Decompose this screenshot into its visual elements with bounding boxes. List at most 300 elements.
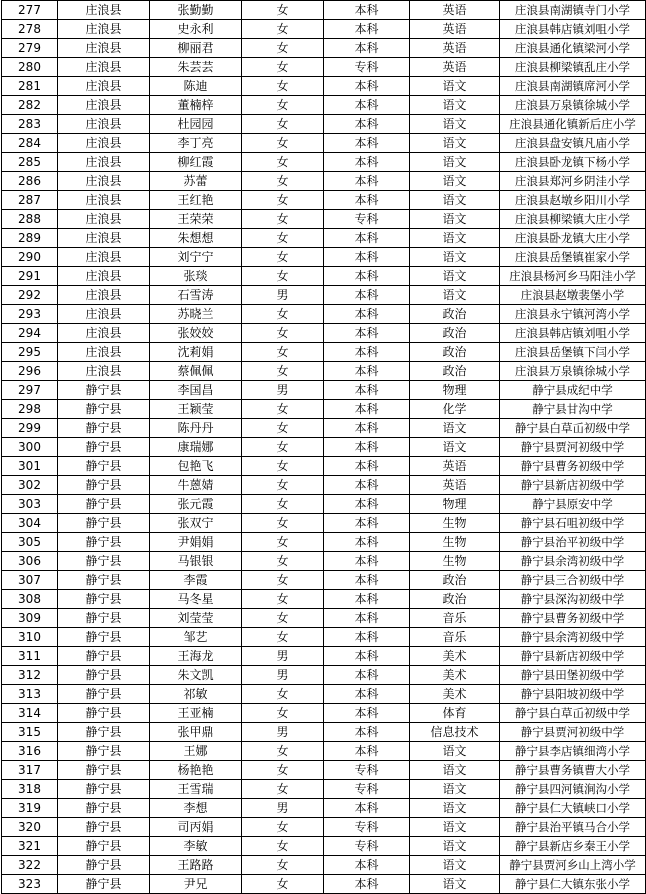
table-row [2,571,646,590]
gender-cell: 男 [242,666,324,685]
county-cell: 静宁县 [58,533,150,552]
name-cell: 董楠梓 [150,96,242,115]
gender-cell: 女 [242,875,324,894]
school-cell: 庄浪县万泉镇徐城小学 [500,362,646,381]
subject-cell: 物理 [410,495,500,514]
gender-cell: 女 [242,343,324,362]
degree-cell: 专科 [324,818,410,837]
subject-cell: 英语 [410,457,500,476]
gender-cell: 女 [242,324,324,343]
gender-cell: 女 [242,20,324,39]
row-number-cell: 300 [2,438,58,457]
table-row [2,761,646,780]
degree-cell: 本科 [324,400,410,419]
gender-cell: 女 [242,115,324,134]
county-cell: 静宁县 [58,647,150,666]
county-cell: 静宁县 [58,856,150,875]
name-cell: 祁敏 [150,685,242,704]
county-cell: 庄浪县 [58,324,150,343]
gender-cell: 女 [242,552,324,571]
name-cell: 杜园园 [150,115,242,134]
county-cell: 庄浪县 [58,362,150,381]
gender-cell: 女 [242,571,324,590]
county-cell: 静宁县 [58,761,150,780]
table-row [2,343,646,362]
row-number-cell: 312 [2,666,58,685]
county-cell: 静宁县 [58,438,150,457]
table-row [2,324,646,343]
table-row [2,77,646,96]
table-row [2,514,646,533]
school-cell: 庄浪县卧龙镇下杨小学 [500,153,646,172]
row-number-cell: 309 [2,609,58,628]
row-number-cell: 320 [2,818,58,837]
gender-cell: 女 [242,419,324,438]
school-cell: 庄浪县赵墩裴堡小学 [500,286,646,305]
subject-cell: 政治 [410,362,500,381]
county-cell: 庄浪县 [58,172,150,191]
table-row [2,96,646,115]
gender-cell: 女 [242,514,324,533]
school-cell: 庄浪县盘安镇凡庙小学 [500,134,646,153]
degree-cell: 专科 [324,761,410,780]
table-row [2,533,646,552]
row-number-cell: 306 [2,552,58,571]
subject-cell: 语文 [410,134,500,153]
school-cell: 庄浪县韩店镇刘咀小学 [500,20,646,39]
subject-cell: 语文 [410,780,500,799]
degree-cell: 本科 [324,134,410,153]
row-number-cell: 305 [2,533,58,552]
degree-cell: 本科 [324,875,410,894]
row-number-cell: 321 [2,837,58,856]
name-cell: 朱想想 [150,229,242,248]
degree-cell: 本科 [324,305,410,324]
degree-cell: 本科 [324,229,410,248]
table-row [2,780,646,799]
subject-cell: 英语 [410,39,500,58]
row-number-cell: 318 [2,780,58,799]
county-cell: 庄浪县 [58,115,150,134]
gender-cell: 女 [242,77,324,96]
name-cell: 苏蕾 [150,172,242,191]
name-cell: 张甲鼎 [150,723,242,742]
degree-cell: 本科 [324,723,410,742]
school-cell: 静宁县曹务初级中学 [500,609,646,628]
school-cell: 静宁县李店镇细湾小学 [500,742,646,761]
school-cell: 静宁县治平初级中学 [500,533,646,552]
school-cell: 静宁县新店初级中学 [500,647,646,666]
table-row [2,856,646,875]
name-cell: 刘宁宁 [150,248,242,267]
name-cell: 牛蒽婧 [150,476,242,495]
row-number-cell: 298 [2,400,58,419]
name-cell: 张勤勤 [150,1,242,20]
school-cell: 静宁县曹务镇曹大小学 [500,761,646,780]
school-cell: 庄浪县郑河乡阴洼小学 [500,172,646,191]
name-cell: 李国昌 [150,381,242,400]
row-number-cell: 303 [2,495,58,514]
gender-cell: 女 [242,685,324,704]
school-cell: 静宁县治平镇马合小学 [500,818,646,837]
degree-cell: 本科 [324,609,410,628]
subject-cell: 语文 [410,229,500,248]
table-row [2,552,646,571]
gender-cell: 女 [242,704,324,723]
school-cell: 静宁县余湾初级中学 [500,552,646,571]
degree-cell: 本科 [324,115,410,134]
subject-cell: 化学 [410,400,500,419]
gender-cell: 女 [242,39,324,58]
degree-cell: 本科 [324,685,410,704]
subject-cell: 语文 [410,419,500,438]
subject-cell: 语文 [410,267,500,286]
subject-cell: 英语 [410,20,500,39]
degree-cell: 本科 [324,381,410,400]
school-cell: 静宁县阳坡初级中学 [500,685,646,704]
row-number-cell: 322 [2,856,58,875]
county-cell: 静宁县 [58,457,150,476]
degree-cell: 本科 [324,799,410,818]
subject-cell: 语文 [410,210,500,229]
name-cell: 张双宁 [150,514,242,533]
county-cell: 静宁县 [58,628,150,647]
row-number-cell: 301 [2,457,58,476]
table-row [2,381,646,400]
county-cell: 静宁县 [58,495,150,514]
school-cell: 静宁县贾河初级中学 [500,438,646,457]
school-cell: 静宁县仁大镇东张小学 [500,875,646,894]
gender-cell: 男 [242,381,324,400]
gender-cell: 女 [242,761,324,780]
county-cell: 庄浪县 [58,134,150,153]
table-row [2,400,646,419]
county-cell: 静宁县 [58,571,150,590]
table-row [2,837,646,856]
school-cell: 静宁县白草屲初级中学 [500,704,646,723]
name-cell: 包艳飞 [150,457,242,476]
table-row [2,799,646,818]
name-cell: 王红艳 [150,191,242,210]
subject-cell: 语文 [410,77,500,96]
row-number-cell: 316 [2,742,58,761]
county-cell: 静宁县 [58,514,150,533]
gender-cell: 男 [242,286,324,305]
county-cell: 庄浪县 [58,58,150,77]
county-cell: 静宁县 [58,837,150,856]
name-cell: 王娜 [150,742,242,761]
subject-cell: 音乐 [410,628,500,647]
name-cell: 陈丹丹 [150,419,242,438]
table-row [2,628,646,647]
table-row [2,818,646,837]
gender-cell: 女 [242,96,324,115]
table-row [2,267,646,286]
degree-cell: 本科 [324,533,410,552]
school-cell: 静宁县田堡初级中学 [500,666,646,685]
degree-cell: 本科 [324,647,410,666]
row-number-cell: 311 [2,647,58,666]
row-number-cell: 293 [2,305,58,324]
row-number-cell: 281 [2,77,58,96]
name-cell: 王颖莹 [150,400,242,419]
county-cell: 静宁县 [58,666,150,685]
school-cell: 庄浪县赵墩乡阳川小学 [500,191,646,210]
school-cell: 静宁县石咀初级中学 [500,514,646,533]
table-row [2,20,646,39]
school-cell: 庄浪县永宁镇河湾小学 [500,305,646,324]
degree-cell: 专科 [324,58,410,77]
row-number-cell: 284 [2,134,58,153]
table-row [2,305,646,324]
row-number-cell: 314 [2,704,58,723]
row-number-cell: 315 [2,723,58,742]
subject-cell: 语文 [410,837,500,856]
degree-cell: 本科 [324,419,410,438]
gender-cell: 女 [242,609,324,628]
table-row [2,58,646,77]
row-number-cell: 299 [2,419,58,438]
county-cell: 静宁县 [58,552,150,571]
degree-cell: 本科 [324,153,410,172]
county-cell: 静宁县 [58,799,150,818]
subject-cell: 物理 [410,381,500,400]
gender-cell: 女 [242,457,324,476]
subject-cell: 语文 [410,286,500,305]
table-row [2,39,646,58]
row-number-cell: 289 [2,229,58,248]
table-row [2,419,646,438]
row-number-cell: 291 [2,267,58,286]
county-cell: 静宁县 [58,780,150,799]
school-cell: 庄浪县通化镇梁河小学 [500,39,646,58]
row-number-cell: 280 [2,58,58,77]
table-row [2,590,646,609]
school-cell: 静宁县甘沟中学 [500,400,646,419]
name-cell: 邹艺 [150,628,242,647]
county-cell: 庄浪县 [58,191,150,210]
gender-cell: 女 [242,210,324,229]
row-number-cell: 279 [2,39,58,58]
gender-cell: 女 [242,780,324,799]
school-cell: 庄浪县南湖镇席河小学 [500,77,646,96]
school-cell: 静宁县白草屲初级中学 [500,419,646,438]
school-cell: 静宁县原安中学 [500,495,646,514]
row-number-cell: 292 [2,286,58,305]
name-cell: 马冬星 [150,590,242,609]
table-row [2,210,646,229]
gender-cell: 女 [242,134,324,153]
gender-cell: 女 [242,495,324,514]
subject-cell: 音乐 [410,609,500,628]
row-number-cell: 286 [2,172,58,191]
row-number-cell: 310 [2,628,58,647]
school-cell: 庄浪县岳堡镇崔家小学 [500,248,646,267]
row-number-cell: 290 [2,248,58,267]
school-cell: 庄浪县通化镇新后庄小学 [500,115,646,134]
subject-cell: 英语 [410,476,500,495]
gender-cell: 男 [242,723,324,742]
name-cell: 朱文凯 [150,666,242,685]
table-row [2,286,646,305]
name-cell: 尹娟娟 [150,533,242,552]
gender-cell: 女 [242,248,324,267]
degree-cell: 本科 [324,514,410,533]
degree-cell: 本科 [324,571,410,590]
subject-cell: 语文 [410,761,500,780]
county-cell: 静宁县 [58,723,150,742]
gender-cell: 女 [242,818,324,837]
school-cell: 庄浪县万泉镇徐城小学 [500,96,646,115]
degree-cell: 本科 [324,172,410,191]
school-cell: 庄浪县杨河乡马阳洼小学 [500,267,646,286]
subject-cell: 美术 [410,685,500,704]
subject-cell: 语文 [410,799,500,818]
county-cell: 庄浪县 [58,1,150,20]
degree-cell: 本科 [324,590,410,609]
degree-cell: 本科 [324,457,410,476]
table-row [2,115,646,134]
degree-cell: 本科 [324,704,410,723]
name-cell: 王荣荣 [150,210,242,229]
gender-cell: 女 [242,742,324,761]
row-number-cell: 282 [2,96,58,115]
subject-cell: 美术 [410,647,500,666]
degree-cell: 专科 [324,837,410,856]
row-number-cell: 304 [2,514,58,533]
table-row [2,685,646,704]
table-row [2,172,646,191]
table-row [2,191,646,210]
county-cell: 静宁县 [58,419,150,438]
school-cell: 静宁县新店初级中学 [500,476,646,495]
county-cell: 庄浪县 [58,343,150,362]
school-cell: 庄浪县韩店镇刘咀小学 [500,324,646,343]
county-cell: 庄浪县 [58,153,150,172]
subject-cell: 语文 [410,856,500,875]
table-row [2,647,646,666]
row-number-cell: 277 [2,1,58,20]
subject-cell: 语文 [410,115,500,134]
subject-cell: 语文 [410,438,500,457]
name-cell: 史永利 [150,20,242,39]
row-number-cell: 287 [2,191,58,210]
name-cell: 张姣姣 [150,324,242,343]
county-cell: 庄浪县 [58,20,150,39]
gender-cell: 女 [242,172,324,191]
school-cell: 庄浪县柳梁镇大庄小学 [500,210,646,229]
county-cell: 静宁县 [58,609,150,628]
subject-cell: 政治 [410,305,500,324]
degree-cell: 本科 [324,628,410,647]
row-number-cell: 283 [2,115,58,134]
degree-cell: 本科 [324,742,410,761]
subject-cell: 美术 [410,666,500,685]
name-cell: 李霞 [150,571,242,590]
table-row [2,134,646,153]
row-number-cell: 297 [2,381,58,400]
degree-cell: 专科 [324,780,410,799]
table-row [2,153,646,172]
name-cell: 马银银 [150,552,242,571]
gender-cell: 女 [242,476,324,495]
school-cell: 庄浪县岳堡镇下闫小学 [500,343,646,362]
degree-cell: 本科 [324,96,410,115]
subject-cell: 生物 [410,533,500,552]
name-cell: 朱芸芸 [150,58,242,77]
row-number-cell: 294 [2,324,58,343]
school-cell: 庄浪县柳梁镇乱庄小学 [500,58,646,77]
school-cell: 静宁县成纪中学 [500,381,646,400]
subject-cell: 语文 [410,248,500,267]
county-cell: 静宁县 [58,875,150,894]
degree-cell: 本科 [324,343,410,362]
table-row [2,723,646,742]
table-row [2,362,646,381]
degree-cell: 本科 [324,476,410,495]
subject-cell: 政治 [410,590,500,609]
name-cell: 刘莹莹 [150,609,242,628]
table-row [2,248,646,267]
school-cell: 静宁县仁大镇峡口小学 [500,799,646,818]
gender-cell: 女 [242,533,324,552]
table-row [2,457,646,476]
county-cell: 静宁县 [58,704,150,723]
table-row [2,438,646,457]
name-cell: 李敏 [150,837,242,856]
gender-cell: 女 [242,229,324,248]
degree-cell: 本科 [324,286,410,305]
name-cell: 王亚楠 [150,704,242,723]
table-row [2,742,646,761]
row-number-cell: 317 [2,761,58,780]
name-cell: 李想 [150,799,242,818]
name-cell: 陈迪 [150,77,242,96]
gender-cell: 男 [242,647,324,666]
county-cell: 庄浪县 [58,96,150,115]
degree-cell: 本科 [324,856,410,875]
subject-cell: 语文 [410,191,500,210]
degree-cell: 本科 [324,324,410,343]
gender-cell: 女 [242,58,324,77]
gender-cell: 女 [242,153,324,172]
gender-cell: 女 [242,267,324,286]
county-cell: 静宁县 [58,476,150,495]
table-row [2,666,646,685]
name-cell: 尹兄 [150,875,242,894]
subject-cell: 英语 [410,58,500,77]
county-cell: 静宁县 [58,685,150,704]
subject-cell: 英语 [410,1,500,20]
county-cell: 静宁县 [58,400,150,419]
county-cell: 静宁县 [58,818,150,837]
subject-cell: 语文 [410,742,500,761]
school-cell: 庄浪县卧龙镇大庄小学 [500,229,646,248]
name-cell: 杨艳艳 [150,761,242,780]
table-row [2,1,646,20]
gender-cell: 女 [242,305,324,324]
school-cell: 静宁县三合初级中学 [500,571,646,590]
name-cell: 张琰 [150,267,242,286]
gender-cell: 女 [242,191,324,210]
county-cell: 庄浪县 [58,248,150,267]
degree-cell: 本科 [324,248,410,267]
name-cell: 王路路 [150,856,242,875]
name-cell: 王海龙 [150,647,242,666]
county-cell: 庄浪县 [58,229,150,248]
gender-cell: 女 [242,856,324,875]
county-cell: 庄浪县 [58,77,150,96]
